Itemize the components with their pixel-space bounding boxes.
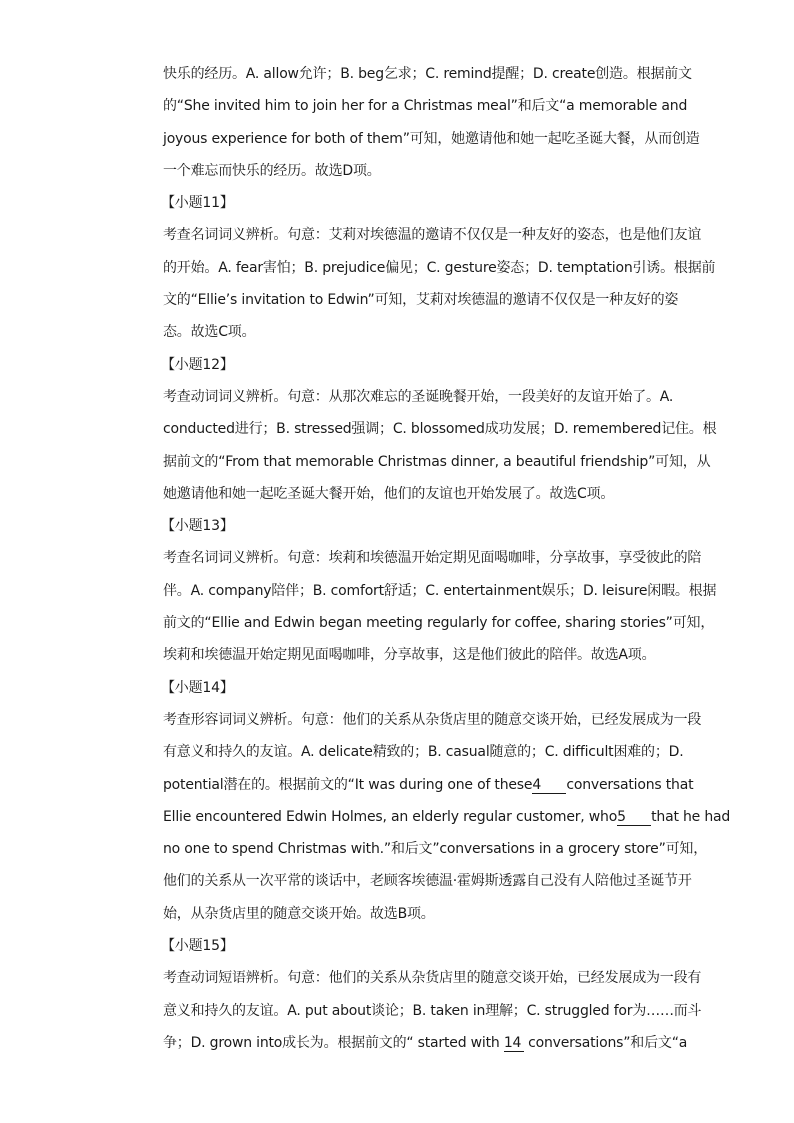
text-line: 态。故选C项。 xyxy=(163,324,256,341)
text-line-with-blank-4: potential潜在的。根据前文的“It was during one of these4 conversations that xyxy=(163,776,694,793)
text-line: no one to spend Christmas with.”和后文”conversations in a grocery store”可知， xyxy=(163,841,708,858)
blank-14: 14 xyxy=(504,1036,524,1052)
text-line: 他们的关系从一次平常的谈话中，老顾客埃德温·霍姆斯透露自己没有人陪他过圣诞节开 xyxy=(163,873,692,890)
text-line: 快乐的经历。A. allow允许；B. beg乞求；C. remind提醒；D. create创造。根据前文 xyxy=(163,66,692,82)
text-line: 的“She invited him to join her for a Christmas meal”和后文“a memorable and xyxy=(163,98,688,115)
blank-5: 5 xyxy=(617,810,651,826)
text-line: 考查名词词义辨析。句意：艾莉对埃德温的邀请不仅仅是一种友好的姿态，也是他们友谊 xyxy=(163,227,702,244)
text-line: 据前文的“From that memorable Christmas dinner, a beautiful friendship”可知，从 xyxy=(163,453,711,470)
document-page xyxy=(161,58,731,1059)
text-line: conducted进行；B. stressed强调；C. blossomed成功发展；D. remembered记住。根 xyxy=(163,421,717,438)
text-line: 她邀请他和她一起吃圣诞大餐开始，他们的友谊也开始发展了。故选C项。 xyxy=(163,485,615,502)
text-line-with-blank-14: 争；D. grown into成长为。根据前文的“ started with 14 conversations”和后文“a xyxy=(163,1034,688,1051)
text-line-with-blank-5: Ellie encountered Edwin Holmes, an elderly regular customer, who5 that he had xyxy=(163,808,731,825)
text-line: 意义和持久的友谊。A. put about谈论；B. taken in理解；C. struggled for为……而斗 xyxy=(163,1002,702,1019)
text-line: 考查动词短语辨析。句意：他们的关系从杂货店里的随意交谈开始，已经发展成为一段有 xyxy=(163,970,702,987)
text-line: 伴。A. company陪伴；B. comfort舒适；C. entertainment娱乐；D. leisure闲暇。根据 xyxy=(163,582,717,599)
text-line: 考查名词词义辨析。句意：埃莉和埃德温开始定期见面喝咖啡，分享故事，享受彼此的陪 xyxy=(163,550,702,567)
text-line: 前文的“Ellie and Edwin began meeting regularly for coffee, sharing stories”可知， xyxy=(163,615,715,632)
text-line: 埃莉和埃德温开始定期见面喝咖啡，分享故事，这是他们彼此的陪伴。故选A项。 xyxy=(163,647,656,664)
text-line: 有意义和持久的友谊。A. delicate精致的；B. casual随意的；C. difficult困难的；D. xyxy=(163,744,684,761)
question-heading-15: 【小题15】 xyxy=(161,938,234,955)
text-line: 始，从杂货店里的随意交谈开始。故选B项。 xyxy=(163,905,435,922)
question-heading-13: 【小题13】 xyxy=(161,518,234,535)
text-line: 一个难忘而快乐的经历。故选D项。 xyxy=(163,162,381,179)
text-line: 的开始。A. fear害怕；B. prejudice偏见；C. gesture姿态；D. temptation引诱。根据前 xyxy=(163,259,716,276)
text-line: 考查形容词词义辨析。句意：他们的关系从杂货店里的随意交谈开始，已经发展成为一段 xyxy=(163,711,702,728)
text-line: joyous experience for both of them”可知，她邀请他和她一起吃圣诞大餐，从而创造 xyxy=(163,130,700,147)
question-heading-14: 【小题14】 xyxy=(161,679,234,696)
question-heading-12: 【小题12】 xyxy=(161,356,234,373)
text-line: 考查动词词义辨析。句意：从那次难忘的圣诞晚餐开始，一段美好的友谊开始了。A. xyxy=(163,388,674,405)
question-heading-11: 【小题11】 xyxy=(161,195,234,212)
blank-4: 4 xyxy=(532,778,566,794)
text-line: 文的“Ellie’s invitation to Edwin”可知，艾莉对埃德温的邀请不仅仅是一种友好的姿 xyxy=(163,292,679,309)
